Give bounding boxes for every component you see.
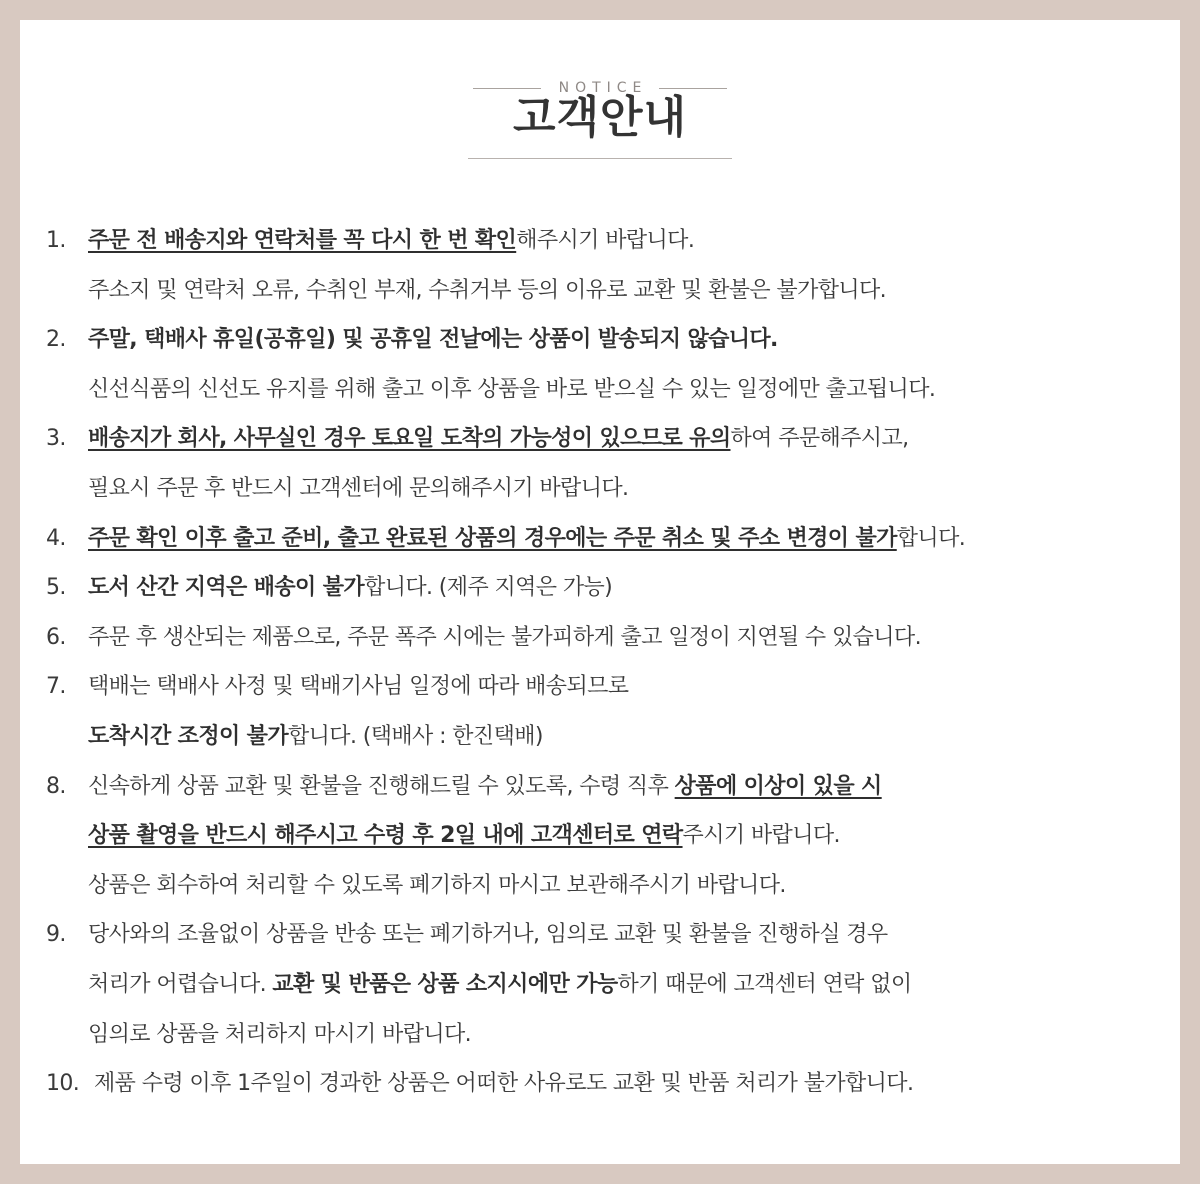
notice-item-10 [46,1059,1166,1109]
item-text: 해주시기 바랍니다. [516,228,695,253]
item-number: 9. [46,922,66,948]
item-text: 신속하게 상품 교환 및 환불을 진행해드릴 수 있도록, 수령 직후 [88,773,675,799]
notice-item-5 [46,563,1166,613]
notice-item-2 [46,315,1166,414]
item-emphasis: 주말, 택배사 휴일(공휴일) 및 공휴일 전날에는 상품이 발송되지 않습니다. [88,327,778,353]
item-text: 주소지 및 연락처 오류, 수취인 부재, 수취거부 등의 이유로 교환 및 환불은 불가합니다. [88,277,887,303]
notice-list [46,216,1166,1109]
item-text: 당사와의 조율없이 상품을 반송 또는 폐기하거나, 임의로 교환 및 환불을 진행하실 경우 [88,922,888,948]
item-text: 신선식품의 신선도 유지를 위해 출고 이후 상품을 바로 받으실 수 있는 일정에만 출고됩니다. [88,376,936,402]
item-number: 5. [46,575,66,601]
item-emphasis: 도서 산간 지역은 배송이 불가 [88,575,365,601]
item-text: 임의로 상품을 처리하지 마시기 바랍니다. [88,1021,472,1047]
notice-item-4 [46,514,1166,564]
notice-item-8 [46,762,1166,911]
notice-item-9 [46,910,1166,1059]
notice-item-6 [46,613,1166,663]
title-divider [468,158,732,159]
notice-item-7 [46,662,1166,761]
item-text: 필요시 주문 후 반드시 고객센터에 문의해주시기 바랍니다. [88,475,629,501]
item-text: 처리가 어렵습니다. [88,971,273,997]
page-title: 고객안내 [512,92,687,143]
item-number: 3. [46,426,66,452]
item-text: 제품 수령 이후 1주일이 경과한 상품은 어떠한 사유로도 교환 및 반품 처리가 불가합니다. [94,1071,914,1097]
item-emphasis: 상품에 이상이 있을 시 [674,773,882,799]
item-text: 주시기 바랍니다. [682,823,840,849]
item-emphasis: 교환 및 반품은 상품 소지시에만 가능 [272,971,618,997]
item-number: 7. [46,674,66,700]
item-number: 1. [46,228,66,253]
item-text: 하기 때문에 고객센터 연락 없이 [617,971,912,997]
item-emphasis: 주문 확인 이후 출고 준비, 출고 완료된 상품의 경우에는 주문 취소 및 주소 변경이 불가 [88,525,897,551]
item-emphasis: 상품 촬영을 반드시 해주시고 수령 후 2일 내에 고객센터로 연락 [88,823,683,849]
item-number: 4. [46,525,66,551]
item-text: 합니다. (제주 지역은 가능) [364,575,613,601]
item-text: 주문 후 생산되는 제품으로, 주문 폭주 시에는 불가피하게 출고 일정이 지연될 수 있습니다. [88,624,921,650]
item-text: 상품은 회수하여 처리할 수 있도록 폐기하지 마시고 보관해주시기 바랍니다. [88,872,786,898]
item-text: 합니다. [896,525,966,551]
item-emphasis: 도착시간 조정이 불가 [88,723,288,749]
eyebrow-label: NOTICE [558,80,648,96]
item-number: 10. [46,1071,80,1097]
item-number: 8. [46,773,66,799]
notice-item-1 [46,216,1166,315]
item-text: 하여 주문해주시고, [730,426,909,452]
notice-item-3 [46,414,1166,513]
item-number: 6. [46,624,66,650]
item-text: 합니다. (택배사 : 한진택배) [288,723,543,749]
item-emphasis: 주문 전 배송지와 연락처를 꼭 다시 한 번 확인 [88,228,517,253]
item-text: 택배는 택배사 사정 및 택배기사님 일정에 따라 배송되므로 [88,674,629,700]
notice-panel [20,20,1180,1164]
item-emphasis: 배송지가 회사, 사무실인 경우 토요일 도착의 가능성이 있으므로 유의 [88,426,731,452]
item-number: 2. [46,327,66,353]
